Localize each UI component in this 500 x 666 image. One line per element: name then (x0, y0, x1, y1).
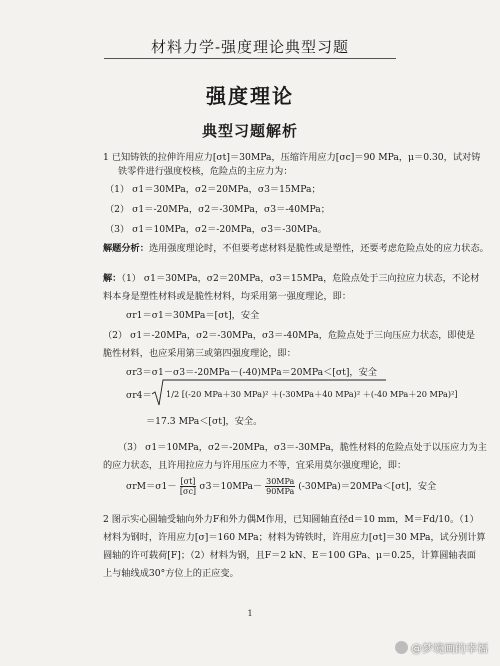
running-header: 材料力学-强度理论典型习题 (150, 38, 350, 56)
solution-label: 解： (103, 273, 122, 284)
solution-2-equation-r4-result: ＝17.3 MPa＜[σt]，安全。 (146, 416, 263, 427)
mohr-lhs: σrM＝σ1－ (126, 480, 177, 492)
solution-2-equation-r3: σr3＝σ1－σ3＝-20MPa－(-40)MPa＝20MPa＜[σt]，安全 (126, 367, 377, 378)
analysis-label: 解题分析： (103, 243, 149, 254)
fraction-values (265, 477, 295, 496)
fraction-denominator: [σc] (179, 487, 197, 496)
analysis-text: 选用强度理论时，不但要考虑材料是脆性或是塑性，还要考虑危险点处的应力状态。 (148, 243, 489, 254)
solution-2-line-2: 脆性材料，也应采用第三或第四强度理论，即： (103, 348, 296, 359)
solution-2-equation-r4-lhs: σr4＝ (126, 390, 152, 401)
fraction-allowables (180, 477, 197, 496)
q1-case-3: （3） σ1＝10MPa，σ2＝-20MPa，σ3＝-30MPa。 (105, 224, 327, 235)
solution-1-equation: σr1＝σ1＝30MPa＝[σt]，安全 (126, 310, 260, 321)
q1-line-2: 铁零件进行强度校核，危险点的主应力为： (118, 166, 293, 177)
q2-line-1: 2 图示实心圆轴受轴向外力F和外力偶M作用，已知圆轴直径d＝10 mm，M＝Fd/10。（1） (103, 514, 479, 525)
solution-3-line-2: 的应力状态，且许用拉应力与许用压应力不等，宜采用莫尔强度理论，即： (103, 460, 407, 471)
mohr-middle: σ3＝10MPa－ (199, 480, 263, 492)
mohr-result: (-30MPa)＝20MPa＜[σt]，安全 (298, 480, 437, 492)
header-rule (104, 58, 396, 59)
solution-1-text-a: （1） σ1＝30MPa，σ2＝20MPa，σ3＝15MPa，危险点处于三向拉应力状态，不论材 (121, 273, 480, 284)
page-number: 1 (247, 609, 253, 618)
solution-2-equation-r4-radicand: 1/2 [(-20 MPa＋30 MPa)² ＋(-30MPa＋40 MPa)² ＋(-40 MPa＋20 MPa)²] (166, 389, 458, 399)
section-subtitle: 典型习题解析 (201, 122, 298, 140)
fraction-numerator: 30MPa (266, 477, 295, 486)
q2-line-3: 圆轴的许可载荷[F]；（2）材料为钢，且F＝2 kN、E＝100 GPa、μ＝0.25，计算圆轴表面 (103, 550, 476, 561)
q2-line-2: 材料为钢时，许用应力[σ]＝160 MPa；材料为铸铁时，许用应力[σt]＝30 MPa，试分别计算 (103, 532, 486, 543)
solution-3-equation (126, 477, 436, 496)
fraction-numerator: [σt] (180, 477, 196, 486)
q1-case-2: （2） σ1＝-20MPa，σ2＝-30MPa，σ3＝-40MPa； (105, 204, 330, 215)
fraction-denominator: 90MPa (266, 487, 295, 496)
q1-line-1: 1 已知铸铁的拉伸许用应力[σt]＝30MPa，压缩许用应力[σc]＝90 MPa，μ＝0.30，试对铸 (103, 152, 481, 163)
q1-case-1: （1） σ1＝30MPa，σ2＝20MPa，σ3＝15MPa； (105, 184, 321, 195)
chapter-title: 强度理论 (206, 84, 294, 108)
solution-2-line-1: （2） σ1＝-20MPa，σ2＝-30MPa，σ3＝-40MPa，危险点处于三向压应力状态，即使是 (103, 330, 475, 341)
analysis-paragraph (103, 243, 489, 255)
watermark-text: @梦境画的幸福 (411, 642, 488, 655)
solution-1-line-2: 料本身是塑性材料或是脆性材料，均采用第一强度理论，即： (103, 291, 352, 302)
q2-line-4: 上与轴线成30°方位上的正应变。 (103, 568, 239, 579)
solution-1-line-1 (103, 273, 479, 285)
solution-3-line-1: （3） σ1＝10MPa，σ2＝-20MPa，σ3＝-30MPa，脆性材料的危险点处于以压应力为主 (118, 442, 487, 453)
watermark-logo-icon (395, 641, 408, 654)
watermark (395, 640, 488, 656)
